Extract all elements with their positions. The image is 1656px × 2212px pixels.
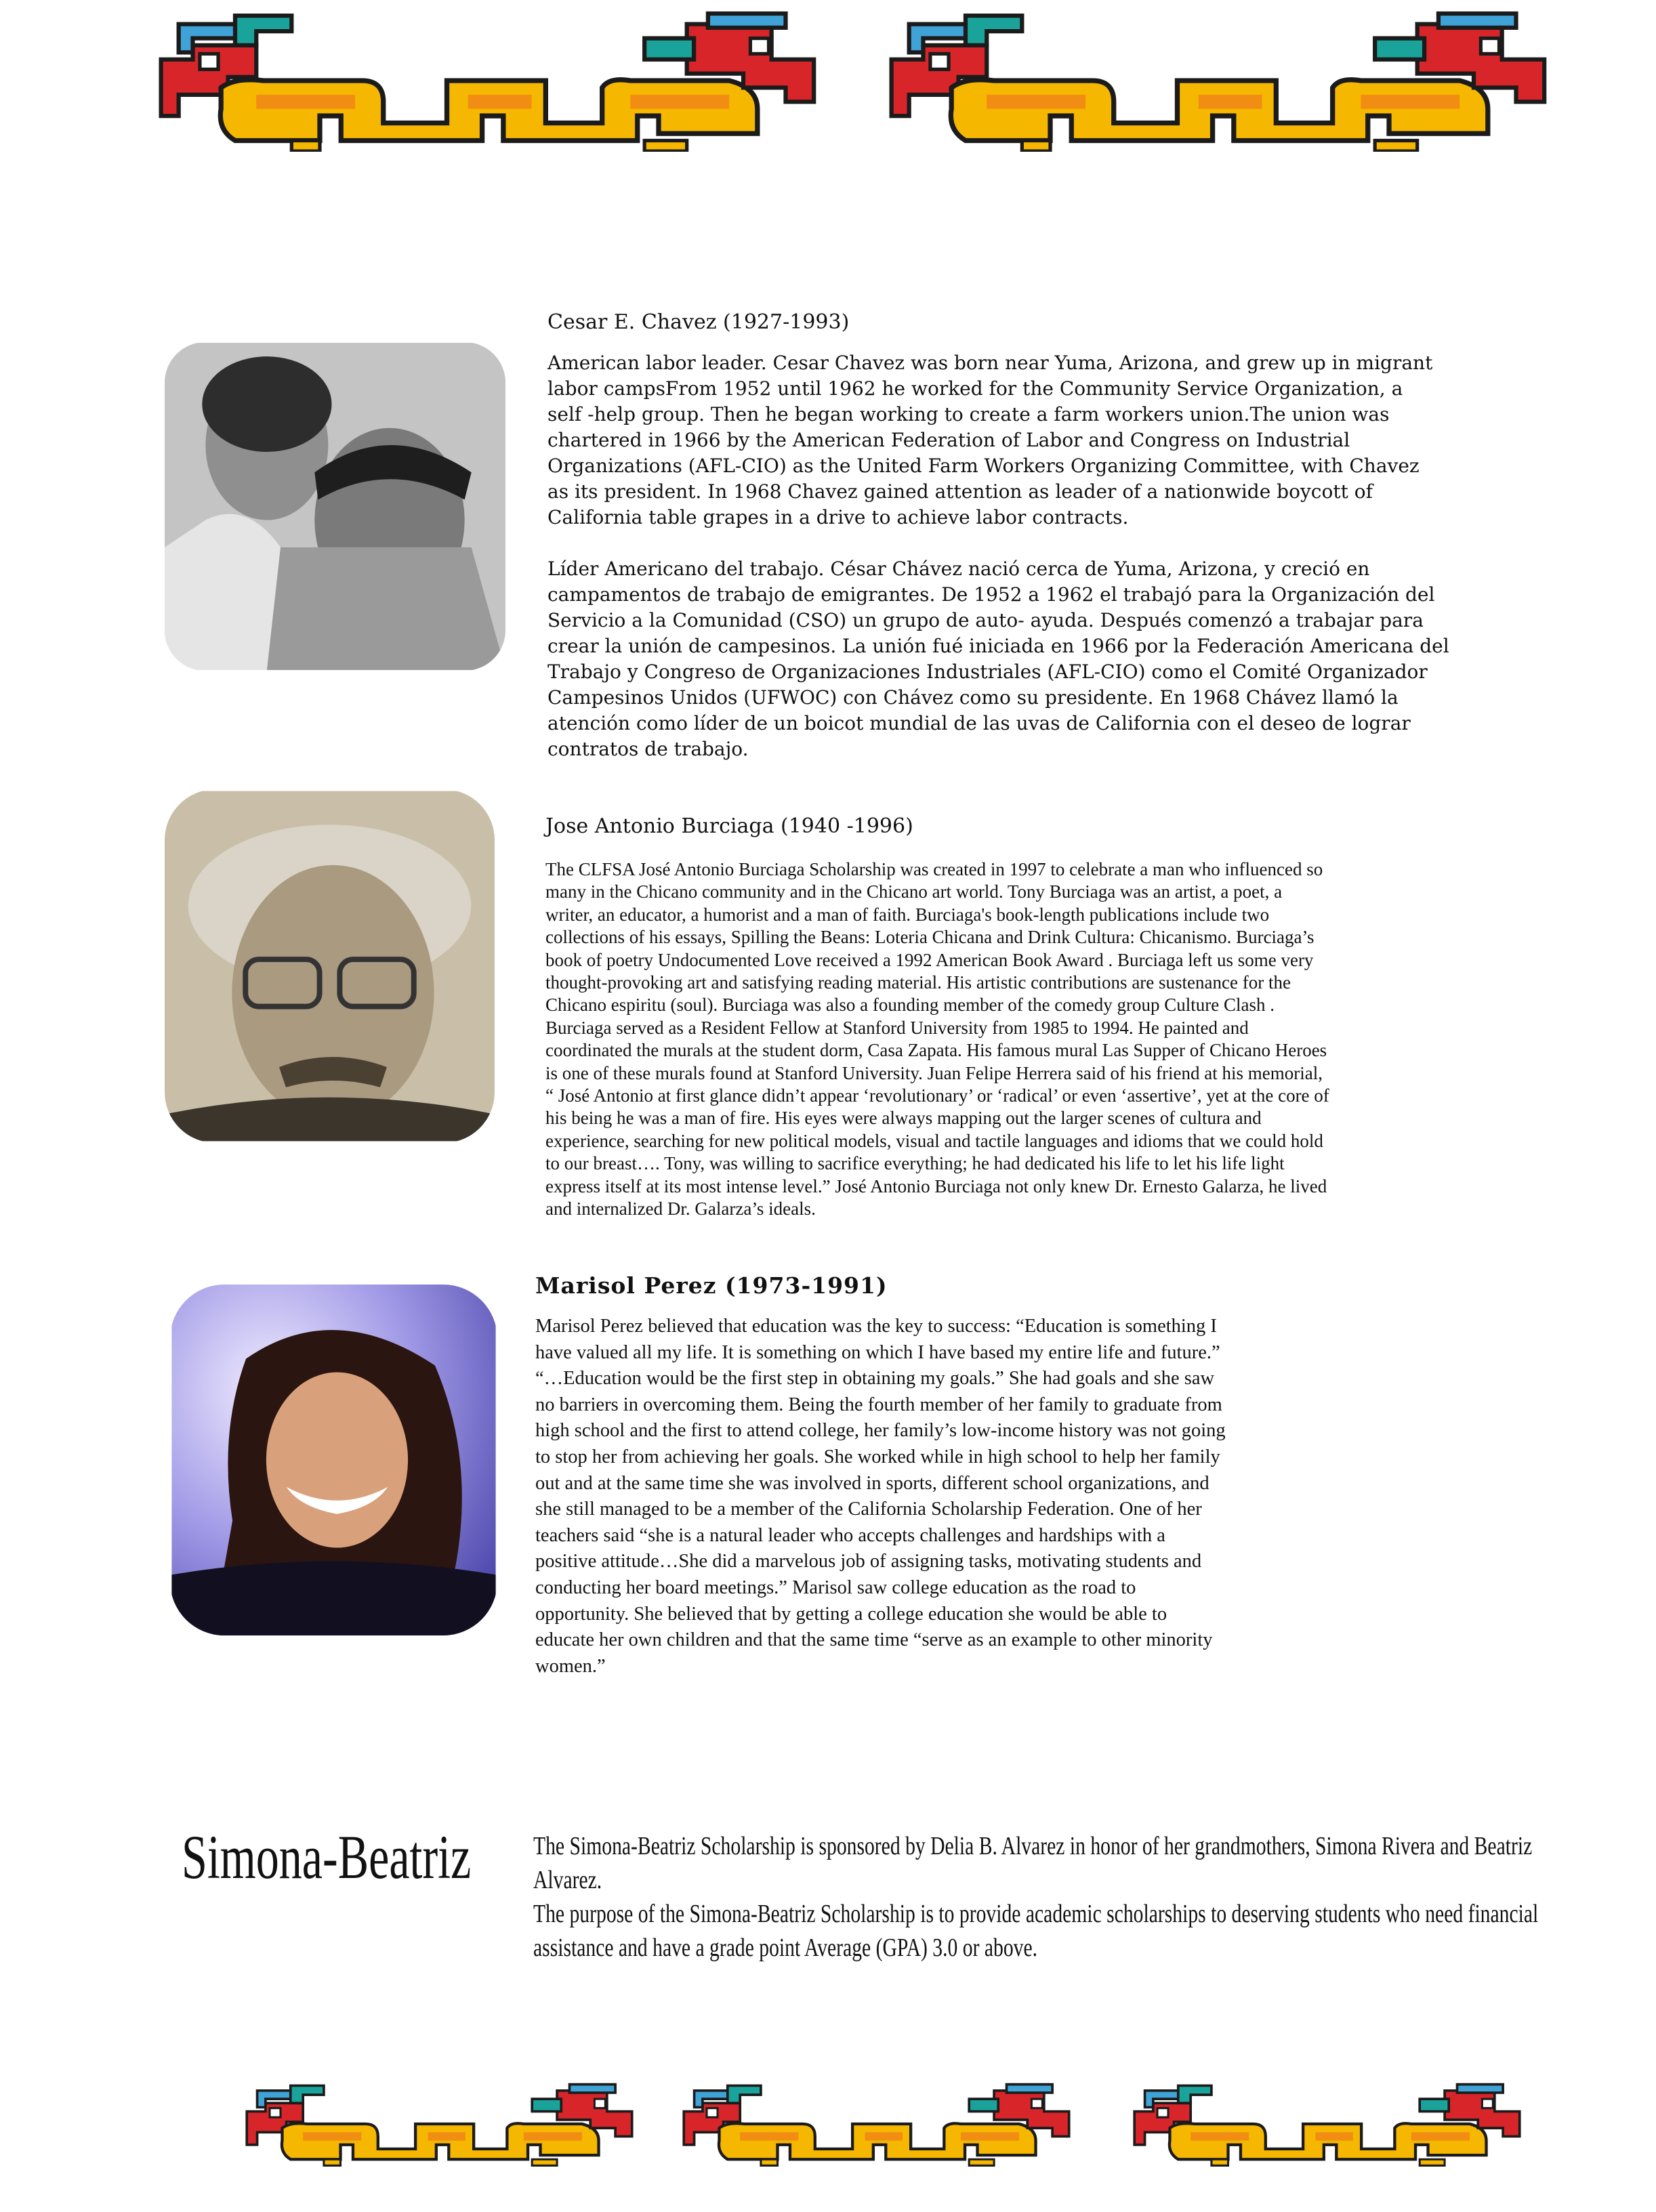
text-line: California table grapes in a drive to achieve labor contracts.: [547, 506, 1129, 528]
decorative-band-icon: [1128, 2080, 1528, 2168]
chavez-section: [547, 310, 1645, 762]
text-line: Organizations (AFL-CIO) as the United Farm Workers Organizing Committee, with Chavez: [547, 455, 1420, 477]
text-line: Burciaga served as a Resident Fellow at Stanford University from 1985 to 1994. He painted and: [545, 1017, 1249, 1038]
burciaga-section: [545, 814, 1647, 1221]
decorative-band-icon: [241, 2080, 640, 2168]
text-line: The Simona-Beatriz Scholarship is sponsored by Delia B. Alvarez in honor of her grandmothers, Simona Rivera and Beatriz Alvarez.: [533, 1832, 1533, 1894]
text-line: positive attitude…She did a marvelous job of assigning tasks, motivating students and: [535, 1551, 1202, 1572]
text-line: coordinated the murals at the student dorm, Casa Zapata. His famous mural Las Supper of Chicano Heroes: [545, 1040, 1327, 1061]
text-line: out and at the same time she was involved in sports, different school organizations, and: [535, 1472, 1209, 1494]
text-line: campamentos de trabajo de emigrantes. De 1952 a 1962 el trabajó para la Organización del: [547, 583, 1435, 606]
text-line: American labor leader. Cesar Chavez was born near Yuma, Arizona, and grew up in migrant: [547, 352, 1433, 374]
text-line: educate her own children and that the same time “serve as an example to other minority: [535, 1629, 1213, 1651]
text-line: atención como líder de un boicot mundial de las uvas de California con el deseo de lograr: [547, 712, 1411, 734]
text-line: contratos de trabajo.: [547, 738, 749, 760]
text-line: have valued all my life. It is something on which I have based my entire life and future.”: [535, 1341, 1220, 1363]
chavez-english-paragraph: [547, 350, 1645, 530]
text-line: The purpose of the Simona-Beatriz Scholarship is to provide academic scholarships to deserving students who need financial: [533, 1900, 1539, 1928]
text-line: many in the Chicano community and in the Chicano art world. Tony Burciaga was an artist, a poet, a: [545, 881, 1283, 902]
text-line: The CLFSA José Antonio Burciaga Scholarship was created in 1997 to celebrate a man who influenced so: [545, 859, 1323, 879]
text-line: women.”: [535, 1655, 606, 1677]
text-line: crear la unión de campesinos. La unión fué iniciada en 1966 por la Federación Americana del: [547, 635, 1449, 657]
text-line: assistance and have a grade point Average (GPA) 3.0 or above.: [533, 1934, 1038, 1962]
text-line: opportunity. She believed that by getting a college education she would be able to: [535, 1603, 1167, 1625]
text-line: “ José Antonio at first glance didn’t appear ‘revolutionary’ or ‘radical’ or even ‘assertive’, yet at the core of: [545, 1085, 1329, 1106]
text-line: Chicano espiritu (soul). Burciaga was also a founding member of the comedy group Culture Clash .: [545, 995, 1275, 1016]
perez-photo: [170, 1285, 497, 1635]
text-line: as its president. In 1968 Chavez gained attention as leader of a nationwide boycott of: [547, 480, 1373, 503]
text-line: Campesinos Unidos (UFWOC) con Chávez como su presidente. En 1968 Chávez llamó la: [547, 686, 1399, 709]
text-line: and internalized Dr. Galarza’s ideals.: [545, 1198, 816, 1219]
text-line: is one of these murals found at Stanford University. Juan Felipe Herrera said of his friend at his memorial,: [545, 1062, 1323, 1083]
text-line: self -help group. Then he began working to create a farm workers union.The union was: [547, 403, 1390, 425]
chavez-photo: [165, 342, 505, 671]
text-line: express itself at its most intense level.” José Antonio Burciaga not only knew Dr. Ernesto Galarza, he lived: [545, 1175, 1327, 1196]
text-line: no barriers in overcoming them. Being the fourth member of her family to graduate from: [535, 1394, 1222, 1415]
text-line: experience, searching for new political models, visual and tactile languages and idioms that we could hold: [545, 1130, 1323, 1151]
text-line: book of poetry Undocumented Love received a 1992 American Book Award . Burciaga left us some very: [545, 949, 1314, 970]
text-line: his being he was a man of fire. His eyes were always mapping out the larger scenes of cultura and: [545, 1108, 1262, 1129]
chavez-title: Cesar E. Chavez (1927-1993): [547, 310, 850, 334]
text-line: she still managed to be a member of the California Scholarship Federation. One of her: [535, 1499, 1202, 1520]
perez-paragraph: [535, 1314, 1647, 1679]
text-line: teachers said “she is a natural leader who accepts challenges and hardships with a: [535, 1524, 1165, 1546]
text-line: chartered in 1966 by the American Federation of Labor and Congress on Industrial: [547, 429, 1350, 451]
text-line: to stop her from achieving her goals. She worked while in high school to help her family: [535, 1446, 1220, 1467]
text-line: Marisol Perez believed that education was the key to success: “Education is something I: [535, 1316, 1217, 1337]
perez-title: Marisol Perez (1973-1991): [535, 1272, 888, 1299]
text-line: writer, an educator, a humorist and a man of faith. Burciaga's book-length publications include two: [545, 904, 1270, 925]
burciaga-paragraph: [545, 858, 1647, 1221]
burciaga-title: Jose Antonio Burciaga (1940 -1996): [545, 814, 913, 838]
text-line: thought-provoking art and satisfying reading material. His artistic contributions are sustenance for the: [545, 972, 1291, 993]
text-line: to our breast…. Tony, was willing to sacrifice everything; he had dedicated his life to let his life light: [545, 1153, 1285, 1174]
text-line: Servicio a la Comunidad (CSO) un grupo de auto- ayuda. Después comenzó a trabajar para: [547, 609, 1424, 631]
simona-paragraph: [533, 1829, 1564, 1965]
chavez-spanish-paragraph: [547, 556, 1645, 762]
text-line: labor campsFrom 1952 until 1962 he worked for the Community Service Organization, a: [547, 377, 1403, 400]
text-line: high school and the first to attend college, her family’s low-income history was not going: [535, 1420, 1226, 1442]
text-line: collections of his essays, Spilling the Beans: Loteria Chicana and Drink Cultura: Chicanismo. Burciaga’s: [545, 927, 1315, 948]
text-line: Trabajo y Congreso de Organizaciones Industriales (AFL-CIO) como el Comité Organizador: [547, 661, 1428, 683]
decorative-band-icon: [150, 9, 828, 152]
text-line: Líder Americano del trabajo. César Chávez nació cerca de Yuma, Arizona, y creció en: [547, 558, 1370, 580]
simona-heading: Simona-Beatriz: [182, 1822, 472, 1892]
text-line: conducting her board meetings.” Marisol saw college education as the road to: [535, 1577, 1136, 1598]
decorative-band-icon: [881, 9, 1558, 152]
decorative-band-icon: [678, 2080, 1077, 2168]
text-line: “…Education would be the first step in obtaining my goals.” She had goals and she saw: [535, 1368, 1215, 1390]
burciaga-photo: [165, 789, 495, 1143]
perez-section: [535, 1272, 1647, 1679]
